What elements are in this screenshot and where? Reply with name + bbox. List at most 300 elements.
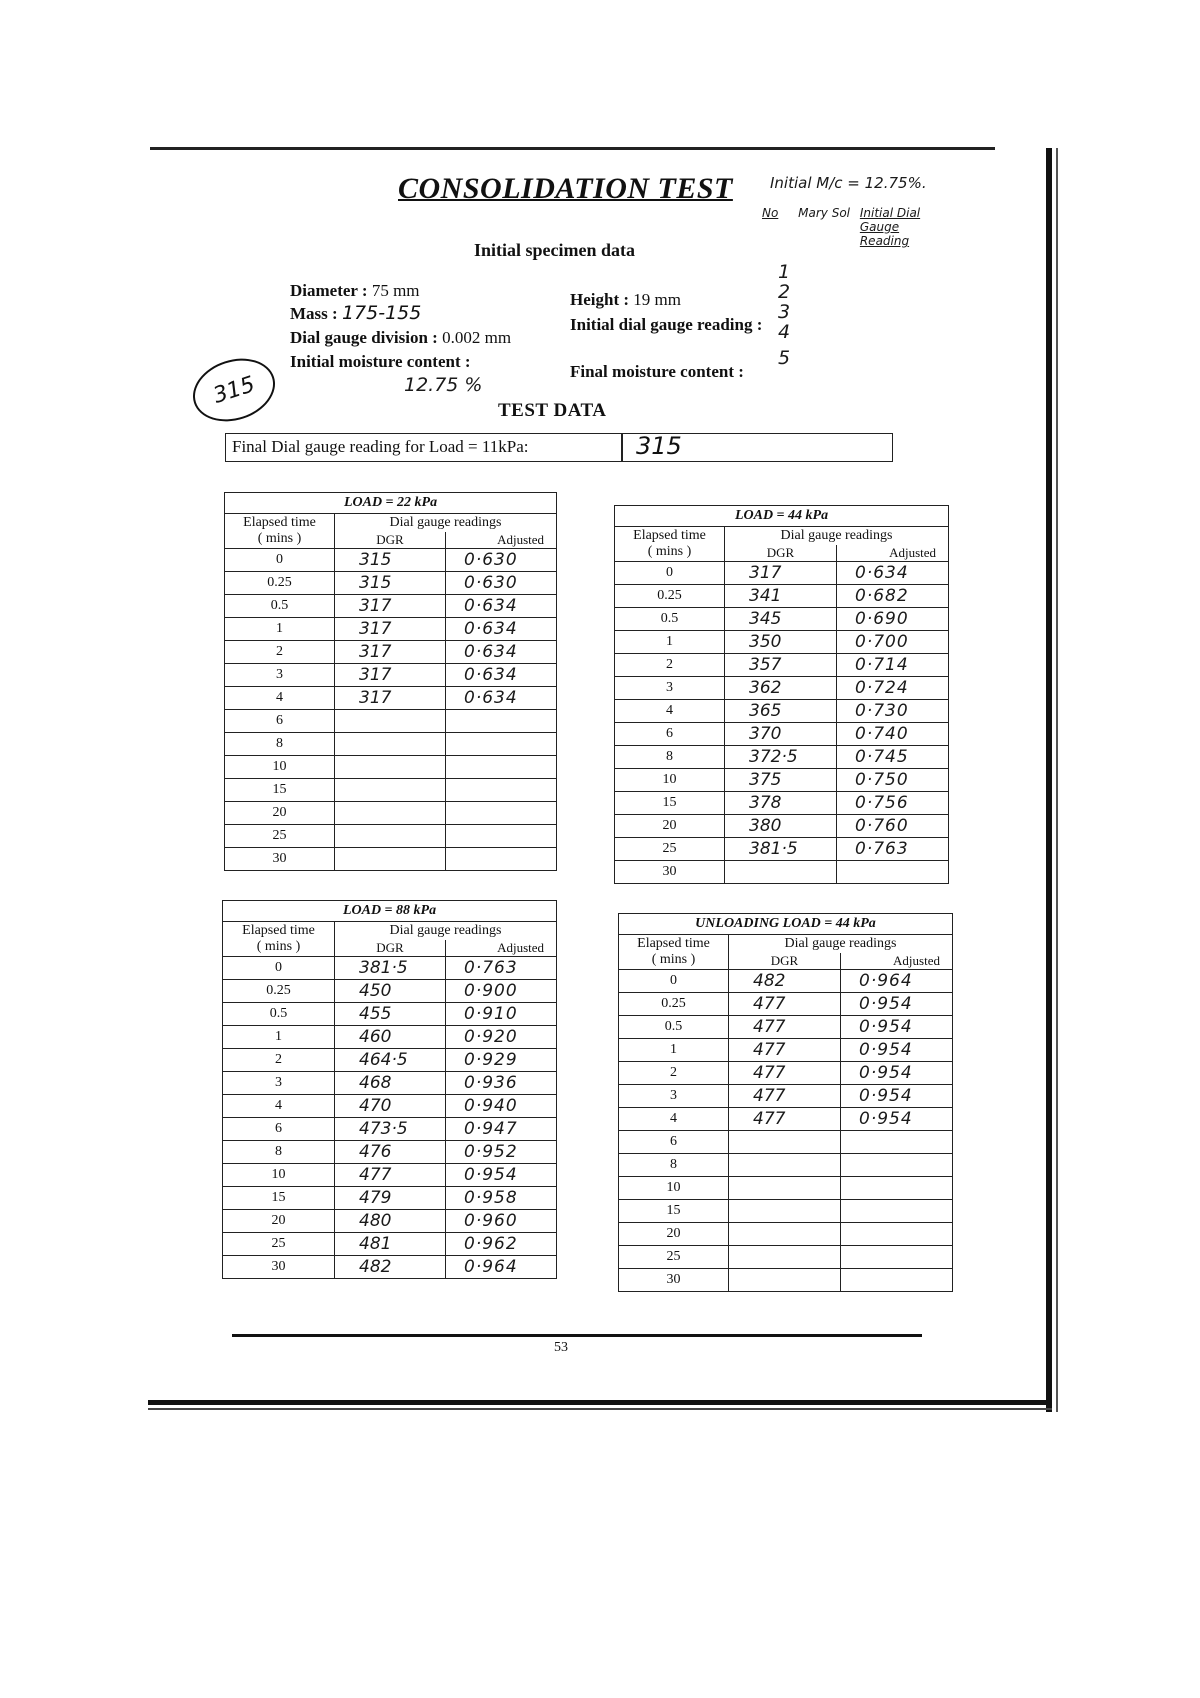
adjusted-cell bbox=[446, 802, 557, 825]
dgr-header: DGR bbox=[335, 532, 446, 549]
adjusted-cell bbox=[446, 779, 557, 802]
elapsed-time-label: Elapsed time bbox=[242, 923, 315, 938]
table-row bbox=[225, 664, 557, 687]
dial-readings-header: Dial gauge readings bbox=[335, 922, 557, 941]
table-row bbox=[615, 631, 949, 654]
dgr-cell: 477 bbox=[729, 993, 841, 1016]
elapsed-time-cell: 0.25 bbox=[615, 585, 725, 608]
dgr-cell: 473·5 bbox=[335, 1118, 446, 1141]
page-number: 53 bbox=[554, 1340, 568, 1355]
elapsed-time-cell: 15 bbox=[615, 792, 725, 815]
mass-label: Mass : bbox=[290, 304, 338, 323]
adjusted-cell: 0·947 bbox=[446, 1118, 557, 1141]
elapsed-time-cell: 30 bbox=[615, 861, 725, 884]
elapsed-time-cell: 0 bbox=[225, 549, 335, 572]
dgr-cell bbox=[729, 1223, 841, 1246]
table-caption-row bbox=[225, 493, 557, 514]
page-border-right-inner bbox=[1056, 148, 1058, 1412]
dgr-cell bbox=[335, 802, 446, 825]
elapsed-time-cell: 1 bbox=[223, 1026, 335, 1049]
table-row bbox=[619, 993, 953, 1016]
adjusted-cell: 0·763 bbox=[837, 838, 949, 861]
dgr-cell: 315 bbox=[335, 572, 446, 595]
elapsed-time-cell: 1 bbox=[615, 631, 725, 654]
table-row bbox=[615, 562, 949, 585]
adjusted-cell: 0·954 bbox=[841, 1085, 953, 1108]
adjusted-cell: 0·954 bbox=[841, 1108, 953, 1131]
elapsed-time-cell: 6 bbox=[225, 710, 335, 733]
dgr-cell: 480 bbox=[335, 1210, 446, 1233]
adjusted-cell: 0·954 bbox=[841, 1062, 953, 1085]
adjusted-cell: 0·900 bbox=[446, 980, 557, 1003]
adjusted-header: Adjusted bbox=[837, 545, 949, 562]
dial-division-label: Dial gauge division : bbox=[290, 328, 438, 347]
table-row bbox=[223, 1049, 557, 1072]
elapsed-time-cell: 30 bbox=[619, 1269, 729, 1292]
adjusted-cell: 0·714 bbox=[837, 654, 949, 677]
dgr-cell bbox=[729, 1154, 841, 1177]
note-sample: Mary Sol bbox=[798, 206, 851, 220]
table-row bbox=[615, 861, 949, 884]
dgr-cell bbox=[729, 1246, 841, 1269]
elapsed-time-cell: 3 bbox=[619, 1085, 729, 1108]
dgr-cell bbox=[725, 861, 837, 884]
adjusted-cell bbox=[837, 861, 949, 884]
adjusted-cell: 0·690 bbox=[837, 608, 949, 631]
page-border-top bbox=[150, 147, 995, 150]
dgr-cell bbox=[335, 756, 446, 779]
dgr-cell: 357 bbox=[725, 654, 837, 677]
adjusted-cell: 0·756 bbox=[837, 792, 949, 815]
dial-division-field bbox=[290, 328, 511, 348]
table-row bbox=[615, 700, 949, 723]
table-row bbox=[225, 733, 557, 756]
adjusted-cell: 0·700 bbox=[837, 631, 949, 654]
elapsed-time-cell: 15 bbox=[223, 1187, 335, 1210]
table-row bbox=[225, 802, 557, 825]
table-row bbox=[225, 710, 557, 733]
adjusted-cell: 0·954 bbox=[446, 1164, 557, 1187]
table-row bbox=[225, 549, 557, 572]
table-row bbox=[225, 756, 557, 779]
table-row bbox=[223, 1164, 557, 1187]
dgr-cell: 479 bbox=[335, 1187, 446, 1210]
elapsed-time-cell: 0.5 bbox=[619, 1016, 729, 1039]
dgr-cell: 470 bbox=[335, 1095, 446, 1118]
final-reading-box bbox=[225, 433, 893, 462]
adjusted-cell bbox=[841, 1223, 953, 1246]
table-row bbox=[619, 1039, 953, 1062]
adjusted-cell bbox=[841, 1200, 953, 1223]
table-row bbox=[223, 1141, 557, 1164]
table-row bbox=[615, 746, 949, 769]
elapsed-time-cell: 1 bbox=[619, 1039, 729, 1062]
adjusted-cell bbox=[446, 848, 557, 871]
table-row bbox=[223, 1256, 557, 1279]
elapsed-time-unit: ( mins ) bbox=[647, 544, 692, 559]
dgr-cell: 315 bbox=[335, 549, 446, 572]
table-caption-row bbox=[619, 914, 953, 935]
list-number: 3 bbox=[778, 301, 791, 323]
adjusted-cell bbox=[841, 1269, 953, 1292]
adjusted-header: Adjusted bbox=[446, 940, 557, 957]
elapsed-time-label: Elapsed time bbox=[637, 936, 710, 951]
adjusted-cell bbox=[841, 1131, 953, 1154]
elapsed-time-cell: 0.5 bbox=[223, 1003, 335, 1026]
adjusted-cell: 0·910 bbox=[446, 1003, 557, 1026]
elapsed-time-cell: 25 bbox=[615, 838, 725, 861]
elapsed-time-cell: 0.25 bbox=[619, 993, 729, 1016]
adjusted-cell: 0·964 bbox=[841, 970, 953, 993]
adjusted-cell: 0·634 bbox=[446, 664, 557, 687]
handwritten-initial-mc-note: Initial M/c = 12.75%. bbox=[770, 174, 927, 192]
adjusted-cell: 0·745 bbox=[837, 746, 949, 769]
page-border-right bbox=[1046, 148, 1052, 1412]
elapsed-time-cell: 8 bbox=[619, 1154, 729, 1177]
adjusted-cell: 0·760 bbox=[837, 815, 949, 838]
elapsed-time-cell: 15 bbox=[619, 1200, 729, 1223]
table-caption: LOAD = 44 kPa bbox=[615, 506, 949, 527]
load-88kpa-table bbox=[222, 900, 557, 1279]
page-border-bottom-inner bbox=[148, 1408, 1052, 1410]
elapsed-time-cell: 4 bbox=[615, 700, 725, 723]
final-reading-value: 315 bbox=[636, 432, 682, 460]
handwritten-column-notes bbox=[762, 206, 940, 248]
elapsed-time-cell: 1 bbox=[225, 618, 335, 641]
dgr-cell: 477 bbox=[729, 1016, 841, 1039]
dgr-cell: 477 bbox=[335, 1164, 446, 1187]
load-44kpa-table bbox=[614, 505, 949, 884]
adjusted-cell: 0·724 bbox=[837, 677, 949, 700]
table-row bbox=[619, 1177, 953, 1200]
table-row bbox=[619, 1131, 953, 1154]
dgr-cell: 345 bbox=[725, 608, 837, 631]
adjusted-cell: 0·730 bbox=[837, 700, 949, 723]
dgr-cell: 455 bbox=[335, 1003, 446, 1026]
elapsed-time-header bbox=[619, 935, 729, 970]
table-header-row bbox=[619, 935, 953, 954]
table-row bbox=[223, 957, 557, 980]
dial-readings-header: Dial gauge readings bbox=[725, 527, 949, 546]
adjusted-cell bbox=[446, 733, 557, 756]
table-row bbox=[223, 1095, 557, 1118]
table-caption: LOAD = 22 kPa bbox=[225, 493, 557, 514]
table-row bbox=[223, 1003, 557, 1026]
table-caption: UNLOADING LOAD = 44 kPa bbox=[619, 914, 953, 935]
unloading-44kpa-table bbox=[618, 913, 953, 1292]
table-caption: LOAD = 88 kPa bbox=[223, 901, 557, 922]
table-row bbox=[619, 1016, 953, 1039]
dgr-cell bbox=[335, 779, 446, 802]
adjusted-cell bbox=[446, 825, 557, 848]
elapsed-time-cell: 4 bbox=[223, 1095, 335, 1118]
table-row bbox=[225, 825, 557, 848]
elapsed-time-header bbox=[225, 514, 335, 549]
dgr-cell: 482 bbox=[335, 1256, 446, 1279]
table-row bbox=[615, 815, 949, 838]
test-data-heading: TEST DATA bbox=[498, 400, 607, 421]
table-row bbox=[225, 848, 557, 871]
initial-dial-label: Initial dial gauge reading : bbox=[570, 315, 763, 334]
adjusted-cell: 0·682 bbox=[837, 585, 949, 608]
dgr-cell: 365 bbox=[725, 700, 837, 723]
adjusted-cell: 0·940 bbox=[446, 1095, 557, 1118]
table-row bbox=[225, 572, 557, 595]
final-reading-divider bbox=[621, 434, 623, 461]
adjusted-cell: 0·630 bbox=[446, 572, 557, 595]
adjusted-cell bbox=[841, 1177, 953, 1200]
elapsed-time-cell: 20 bbox=[615, 815, 725, 838]
adjusted-cell: 0·740 bbox=[837, 723, 949, 746]
dgr-cell: 317 bbox=[335, 687, 446, 710]
table-row bbox=[619, 1223, 953, 1246]
dgr-cell: 476 bbox=[335, 1141, 446, 1164]
dgr-cell: 317 bbox=[335, 618, 446, 641]
elapsed-time-cell: 0.25 bbox=[223, 980, 335, 1003]
table-caption-row bbox=[223, 901, 557, 922]
elapsed-time-cell: 8 bbox=[615, 746, 725, 769]
dgr-cell: 381·5 bbox=[725, 838, 837, 861]
initial-moisture-value: 12.75 % bbox=[404, 374, 483, 396]
elapsed-time-cell: 2 bbox=[225, 641, 335, 664]
adjusted-cell: 0·630 bbox=[446, 549, 557, 572]
dgr-cell: 378 bbox=[725, 792, 837, 815]
elapsed-time-cell: 3 bbox=[225, 664, 335, 687]
elapsed-time-cell: 15 bbox=[225, 779, 335, 802]
dgr-cell: 375 bbox=[725, 769, 837, 792]
height-value: 19 mm bbox=[633, 290, 681, 309]
elapsed-time-cell: 6 bbox=[615, 723, 725, 746]
dgr-cell: 317 bbox=[335, 641, 446, 664]
dgr-header: DGR bbox=[725, 545, 837, 562]
table-row bbox=[223, 1187, 557, 1210]
adjusted-cell: 0·954 bbox=[841, 993, 953, 1016]
elapsed-time-cell: 25 bbox=[225, 825, 335, 848]
adjusted-header: Adjusted bbox=[446, 532, 557, 549]
adjusted-cell bbox=[446, 756, 557, 779]
table-row bbox=[615, 608, 949, 631]
elapsed-time-cell: 0.25 bbox=[225, 572, 335, 595]
table-header-row bbox=[225, 514, 557, 533]
dgr-cell: 477 bbox=[729, 1039, 841, 1062]
page-border-bottom bbox=[148, 1400, 1052, 1405]
elapsed-time-unit: ( mins ) bbox=[257, 531, 302, 546]
elapsed-time-cell: 10 bbox=[619, 1177, 729, 1200]
elapsed-time-cell: 10 bbox=[223, 1164, 335, 1187]
note-no: No bbox=[762, 206, 779, 220]
adjusted-cell: 0·936 bbox=[446, 1072, 557, 1095]
table-row bbox=[223, 980, 557, 1003]
diameter-value: 75 mm bbox=[371, 281, 420, 300]
dgr-cell: 350 bbox=[725, 631, 837, 654]
dgr-cell bbox=[335, 710, 446, 733]
elapsed-time-cell: 2 bbox=[619, 1062, 729, 1085]
dial-division-value: 0.002 mm bbox=[442, 328, 512, 347]
table-row bbox=[223, 1210, 557, 1233]
elapsed-time-unit: ( mins ) bbox=[256, 939, 301, 954]
elapsed-time-cell: 20 bbox=[225, 802, 335, 825]
adjusted-cell bbox=[446, 710, 557, 733]
height-label: Height : bbox=[570, 290, 630, 309]
table-row bbox=[619, 1269, 953, 1292]
elapsed-time-cell: 25 bbox=[619, 1246, 729, 1269]
elapsed-time-cell: 8 bbox=[223, 1141, 335, 1164]
handwritten-number-list bbox=[778, 262, 790, 368]
dgr-cell: 464·5 bbox=[335, 1049, 446, 1072]
elapsed-time-cell: 30 bbox=[223, 1256, 335, 1279]
dgr-cell: 370 bbox=[725, 723, 837, 746]
adjusted-cell: 0·763 bbox=[446, 957, 557, 980]
dgr-header: DGR bbox=[729, 953, 841, 970]
adjusted-cell: 0·964 bbox=[446, 1256, 557, 1279]
dial-readings-header: Dial gauge readings bbox=[335, 514, 557, 533]
table-row bbox=[615, 838, 949, 861]
list-number: 2 bbox=[778, 281, 791, 303]
table-row bbox=[225, 618, 557, 641]
elapsed-time-cell: 2 bbox=[615, 654, 725, 677]
elapsed-time-header bbox=[223, 922, 335, 957]
table-row bbox=[615, 723, 949, 746]
footer-rule bbox=[232, 1334, 922, 1337]
dgr-cell: 317 bbox=[335, 664, 446, 687]
adjusted-cell: 0·958 bbox=[446, 1187, 557, 1210]
dial-readings-header: Dial gauge readings bbox=[729, 935, 953, 954]
dgr-cell bbox=[335, 733, 446, 756]
elapsed-time-cell: 0 bbox=[619, 970, 729, 993]
adjusted-cell: 0·634 bbox=[446, 687, 557, 710]
adjusted-cell: 0·954 bbox=[841, 1039, 953, 1062]
elapsed-time-cell: 4 bbox=[619, 1108, 729, 1131]
height-field bbox=[570, 290, 681, 310]
elapsed-time-cell: 6 bbox=[619, 1131, 729, 1154]
table-row bbox=[223, 1233, 557, 1256]
dgr-cell bbox=[335, 848, 446, 871]
final-moisture-label: Final moisture content : bbox=[570, 362, 744, 381]
table-row bbox=[615, 792, 949, 815]
adjusted-cell: 0·954 bbox=[841, 1016, 953, 1039]
list-number: 5 bbox=[778, 347, 791, 369]
elapsed-time-label: Elapsed time bbox=[243, 515, 316, 530]
list-number: 4 bbox=[778, 321, 791, 343]
diameter-label: Diameter : bbox=[290, 281, 368, 300]
elapsed-time-cell: 10 bbox=[225, 756, 335, 779]
table-row bbox=[619, 1154, 953, 1177]
table-row bbox=[223, 1072, 557, 1095]
dgr-cell: 317 bbox=[725, 562, 837, 585]
adjusted-cell bbox=[841, 1154, 953, 1177]
elapsed-time-cell: 0 bbox=[223, 957, 335, 980]
dgr-cell: 450 bbox=[335, 980, 446, 1003]
table-row bbox=[223, 1118, 557, 1141]
adjusted-cell: 0·962 bbox=[446, 1233, 557, 1256]
list-number: 1 bbox=[778, 261, 791, 283]
table-row bbox=[615, 769, 949, 792]
elapsed-time-cell: 3 bbox=[223, 1072, 335, 1095]
table-row bbox=[619, 1062, 953, 1085]
mass-field bbox=[290, 302, 421, 324]
elapsed-time-unit: ( mins ) bbox=[651, 952, 696, 967]
table-caption-row bbox=[615, 506, 949, 527]
dgr-cell bbox=[335, 825, 446, 848]
dgr-cell: 481 bbox=[335, 1233, 446, 1256]
elapsed-time-label: Elapsed time bbox=[633, 528, 706, 543]
dgr-cell: 477 bbox=[729, 1062, 841, 1085]
table-row bbox=[225, 687, 557, 710]
elapsed-time-cell: 30 bbox=[225, 848, 335, 871]
table-header-row bbox=[223, 922, 557, 941]
elapsed-time-cell: 25 bbox=[223, 1233, 335, 1256]
elapsed-time-cell: 0 bbox=[615, 562, 725, 585]
dgr-cell bbox=[729, 1177, 841, 1200]
mass-value: 175-155 bbox=[341, 302, 422, 324]
elapsed-time-cell: 6 bbox=[223, 1118, 335, 1141]
note-reading: Initial Dial Gauge Reading bbox=[859, 206, 921, 248]
adjusted-cell: 0·634 bbox=[837, 562, 949, 585]
elapsed-time-cell: 10 bbox=[615, 769, 725, 792]
elapsed-time-cell: 8 bbox=[225, 733, 335, 756]
adjusted-cell: 0·634 bbox=[446, 641, 557, 664]
dgr-cell bbox=[729, 1269, 841, 1292]
adjusted-cell: 0·634 bbox=[446, 595, 557, 618]
table-row bbox=[225, 779, 557, 802]
specimen-subtitle: Initial specimen data bbox=[474, 240, 636, 260]
table-row bbox=[615, 654, 949, 677]
dgr-cell: 460 bbox=[335, 1026, 446, 1049]
elapsed-time-cell: 4 bbox=[225, 687, 335, 710]
table-row bbox=[615, 585, 949, 608]
final-reading-label: Final Dial gauge reading for Load = 11kPa: bbox=[232, 437, 529, 456]
adjusted-cell: 0·952 bbox=[446, 1141, 557, 1164]
dgr-cell: 317 bbox=[335, 595, 446, 618]
elapsed-time-cell: 0.5 bbox=[225, 595, 335, 618]
adjusted-header: Adjusted bbox=[841, 953, 953, 970]
table-row bbox=[225, 641, 557, 664]
load-22kpa-table bbox=[224, 492, 557, 871]
adjusted-cell: 0·750 bbox=[837, 769, 949, 792]
dgr-header: DGR bbox=[335, 940, 446, 957]
dgr-cell: 482 bbox=[729, 970, 841, 993]
adjusted-cell: 0·929 bbox=[446, 1049, 557, 1072]
dgr-cell: 477 bbox=[729, 1085, 841, 1108]
diameter-field bbox=[290, 281, 420, 301]
table-row bbox=[225, 595, 557, 618]
dgr-cell bbox=[729, 1131, 841, 1154]
dgr-cell: 341 bbox=[725, 585, 837, 608]
dgr-cell: 380 bbox=[725, 815, 837, 838]
dgr-cell: 468 bbox=[335, 1072, 446, 1095]
table-row bbox=[619, 970, 953, 993]
adjusted-cell bbox=[841, 1246, 953, 1269]
circled-reading-stamp: 315 bbox=[185, 348, 283, 431]
dgr-cell bbox=[729, 1200, 841, 1223]
dgr-cell: 362 bbox=[725, 677, 837, 700]
elapsed-time-cell: 2 bbox=[223, 1049, 335, 1072]
elapsed-time-header bbox=[615, 527, 725, 562]
adjusted-cell: 0·960 bbox=[446, 1210, 557, 1233]
dgr-cell: 381·5 bbox=[335, 957, 446, 980]
adjusted-cell: 0·634 bbox=[446, 618, 557, 641]
table-row bbox=[619, 1246, 953, 1269]
elapsed-time-cell: 3 bbox=[615, 677, 725, 700]
table-row bbox=[619, 1108, 953, 1131]
elapsed-time-cell: 20 bbox=[223, 1210, 335, 1233]
elapsed-time-cell: 20 bbox=[619, 1223, 729, 1246]
initial-moisture-label: Initial moisture content : bbox=[290, 352, 471, 371]
page-title: CONSOLIDATION TEST bbox=[398, 172, 733, 205]
dgr-cell: 477 bbox=[729, 1108, 841, 1131]
table-row bbox=[619, 1085, 953, 1108]
table-row bbox=[615, 677, 949, 700]
